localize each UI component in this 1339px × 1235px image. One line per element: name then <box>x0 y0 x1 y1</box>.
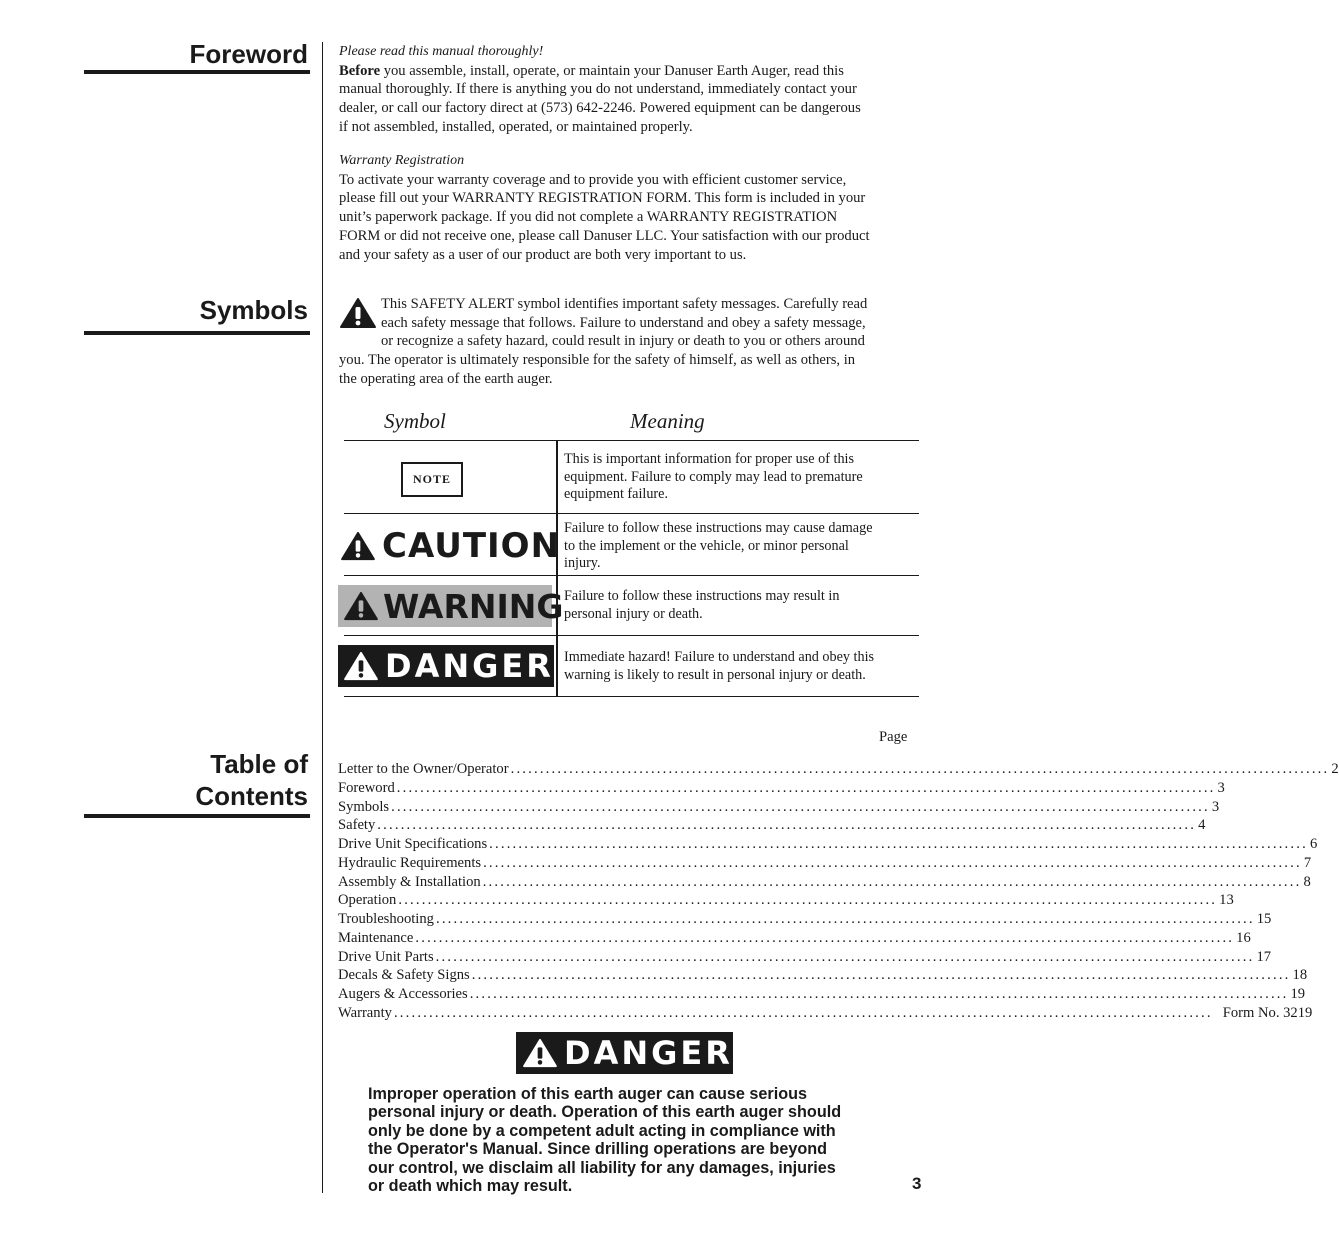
alert-line1: This SAFETY ALERT symbol identifies important safety messages. Carefully read <box>381 296 868 312</box>
symbol-row-note <box>344 440 919 513</box>
warning-label: WARNING <box>383 586 564 626</box>
foreword-intro <box>339 43 919 137</box>
caution-symbol <box>338 526 561 566</box>
toc-entry-page: 18 <box>1292 967 1308 984</box>
toc-entry <box>338 835 1318 854</box>
toc-entry-label: Warranty <box>338 1004 392 1021</box>
toc-entry-label: Symbols <box>338 798 390 815</box>
caution-meaning-line3: injury. <box>564 555 601 571</box>
toc-page-header: Page <box>879 729 908 745</box>
note-meaning-line3: equipment failure. <box>564 486 669 502</box>
toc-entry <box>338 873 1311 892</box>
toc-entry <box>338 985 1306 1004</box>
toc-leader-dots: ............................................................................................................................................ <box>435 911 1255 927</box>
caution-meaning <box>564 520 914 573</box>
warning-meaning-line2: personal injury or death. <box>564 605 703 622</box>
foreword-intro-line1 <box>339 62 919 81</box>
toc-entry-label: Augers & Accessories <box>338 986 468 1002</box>
toc-entry <box>338 779 1225 798</box>
toc-entry <box>338 891 1234 910</box>
toc-entry <box>338 929 1251 948</box>
foreword-heading: Foreword <box>189 39 308 69</box>
page-number: 3 <box>912 1174 922 1193</box>
foreword-intro-line2: manual thoroughly. If there is anything you do not understand, immediately contact your <box>339 81 857 98</box>
danger-symbol <box>338 645 554 687</box>
toc-entry-page: 17 <box>1256 948 1272 965</box>
toc-entry <box>338 910 1272 929</box>
danger-label: DANGER <box>385 647 554 685</box>
toc-leader-dots: ............................................................................................................................................ <box>393 1004 1213 1021</box>
symbols-rule <box>84 331 310 335</box>
danger-statement-line3: only be done by a competent adult acting in compliance with <box>368 1121 836 1140</box>
toc-entry-label: Assembly & Installation <box>338 873 481 890</box>
warning-symbol <box>338 585 564 627</box>
toc-entry-page: 2 <box>1331 761 1339 777</box>
toc-entry-page: 6 <box>1309 836 1318 852</box>
toc-entry-label: Drive Unit Parts <box>338 948 434 965</box>
toc-entry-page: 3 <box>1211 798 1220 815</box>
danger-statement-line1: Improper operation of this earth auger can cause serious <box>368 1085 807 1103</box>
toc-entry-page: Form No. 3219 <box>1222 1004 1313 1021</box>
toc-leader-dots: ............................................................................................................................................ <box>489 836 1308 852</box>
toc-leader-dots: ............................................................................................................................................ <box>482 873 1302 890</box>
warranty-title: Warranty Registration <box>339 153 465 168</box>
toc-entry-label: Drive Unit Specifications <box>338 836 488 852</box>
symbols-heading: Symbols <box>199 295 308 325</box>
caution-alert-icon <box>340 531 376 561</box>
toc-entry <box>338 760 1339 779</box>
alert-line2: each safety message that follows. Failure to understand and obey a safety message, <box>381 314 866 331</box>
warranty-line1: To activate your warranty coverage and to provide you with efficient customer service, <box>339 171 847 188</box>
alert-line3: or recognize a safety hazard, could result in injury or death to you or others around <box>381 333 865 350</box>
note-symbol: NOTE <box>401 462 463 497</box>
toc-entry-label: Letter to the Owner/Operator <box>338 761 509 777</box>
danger-banner-alert-icon <box>522 1038 558 1068</box>
warning-meaning <box>564 588 914 623</box>
toc-leader-dots: ............................................................................................................................................ <box>415 929 1235 946</box>
foreword-rule <box>84 70 310 74</box>
toc-entry-label: Hydraulic Requirements <box>338 854 482 871</box>
toc-leader-dots: ............................................................................................................................................ <box>471 967 1291 984</box>
danger-alert-icon <box>343 651 379 681</box>
toc-entry-page: 3 <box>1217 779 1225 796</box>
toc-leader-dots: ............................................................................................................................................ <box>435 948 1255 965</box>
warranty-line4: FORM or did not receive one, please call Danuser LLC. Your satisfaction with our product <box>339 227 870 244</box>
danger-statement-line2: personal injury or death. Operation of this earth auger should <box>368 1103 842 1122</box>
toc-leader-dots: ............................................................................................................................................ <box>377 817 1197 834</box>
danger-meaning-line2: warning is likely to result in personal injury or death. <box>564 666 866 683</box>
toc-leader-dots: ............................................................................................................................................ <box>396 779 1216 796</box>
toc-entry-label: Foreword <box>338 779 395 796</box>
foreword-intro-line1-text: you assemble, install, operate, or maintain your Danuser Earth Auger, read this <box>380 62 844 79</box>
danger-statement-line5: our control, we disclaim all liability for any damages, injuries <box>368 1158 836 1177</box>
toc-heading-line1: Table of <box>210 749 308 779</box>
symbol-row-warning <box>344 575 919 635</box>
danger-meaning <box>564 649 914 684</box>
caution-meaning-line2: to the implement or the vehicle, or minor personal <box>564 537 849 554</box>
warranty-registration <box>339 152 919 264</box>
warning-alert-icon <box>343 591 379 621</box>
toc-entry-page: 8 <box>1303 873 1311 890</box>
foreword-before: Before <box>339 62 381 79</box>
note-meaning-line1: This is important information for proper use of this <box>564 451 855 467</box>
toc-entry-page: 13 <box>1219 892 1234 909</box>
toc-entry-page: 16 <box>1236 929 1251 946</box>
caution-label: CAUTION <box>382 526 561 566</box>
toc-entry-page: 7 <box>1303 854 1312 871</box>
toc-heading <box>195 748 308 812</box>
toc-entry-label: Maintenance <box>338 929 414 946</box>
symbol-row-danger <box>344 635 919 697</box>
foreword-intro-title: Please read this manual thoroughly! <box>339 44 544 59</box>
toc-heading-line2: Contents <box>195 781 308 811</box>
foreword-intro-line4: if not assembled, installed, operated, or maintained properly. <box>339 118 693 135</box>
danger-banner <box>516 1032 733 1074</box>
toc-entry <box>338 854 1312 873</box>
danger-statement-line6: or death which may result. <box>368 1177 573 1196</box>
danger-statement <box>368 1085 898 1195</box>
toc-entry <box>338 948 1272 967</box>
warranty-line3: unit’s paperwork package. If you did not complete a WARRANTY REGISTRATION <box>339 209 838 226</box>
foreword-intro-line3: dealer, or call our factory direct at (573) 642-2246. Powered equipment can be dangerous <box>339 100 861 117</box>
warranty-line5: and your safety as a user of our product are both very important to us. <box>339 246 747 263</box>
toc-leader-dots: ............................................................................................................................................ <box>391 798 1210 815</box>
symbol-column-header: Symbol <box>384 409 446 433</box>
toc-entry <box>338 1004 1313 1023</box>
toc-leader-dots: ............................................................................................................................................ <box>483 854 1302 871</box>
danger-statement-line4: the Operator's Manual. Since drilling operations are beyond <box>368 1140 827 1159</box>
safety-alert-paragraph <box>339 295 919 389</box>
symbol-row-caution <box>344 513 919 575</box>
warranty-line2: please fill out your WARRANTY REGISTRATION FORM. This form is included in your <box>339 190 866 207</box>
toc-entry <box>338 798 1220 817</box>
toc-entry-label: Operation <box>338 892 397 909</box>
toc-leader-dots: ............................................................................................................................................ <box>398 892 1218 909</box>
note-meaning-line2: equipment. Failure to comply may lead to premature <box>564 468 863 485</box>
toc-entry-label: Safety <box>338 817 376 834</box>
warning-meaning-line1: Failure to follow these instructions may result in <box>564 588 840 604</box>
toc-entry <box>338 816 1206 835</box>
toc-entry-label: Troubleshooting <box>338 911 434 927</box>
toc-entry <box>338 966 1308 985</box>
danger-banner-label: DANGER <box>564 1034 733 1072</box>
toc-entry-page: 15 <box>1256 911 1272 927</box>
toc-entry-page: 4 <box>1198 817 1206 834</box>
danger-meaning-line1: Immediate hazard! Failure to understand and obey this <box>564 649 875 665</box>
column-divider <box>322 42 323 1193</box>
toc-leader-dots: ............................................................................................................................................ <box>469 986 1289 1002</box>
alert-line4: you. The operator is ultimately responsible for the safety of himself, as well as others, in <box>339 352 856 369</box>
caution-meaning-line1: Failure to follow these instructions may cause damage <box>564 520 873 536</box>
toc-entry-label: Decals & Safety Signs <box>338 967 470 984</box>
toc-entry-page: 19 <box>1290 986 1306 1002</box>
alert-line5: the operating area of the earth auger. <box>339 370 553 387</box>
meaning-column-header: Meaning <box>630 409 705 433</box>
note-meaning <box>564 451 914 504</box>
toc-rule <box>84 814 310 818</box>
toc-leader-dots: ............................................................................................................................................ <box>510 761 1330 777</box>
